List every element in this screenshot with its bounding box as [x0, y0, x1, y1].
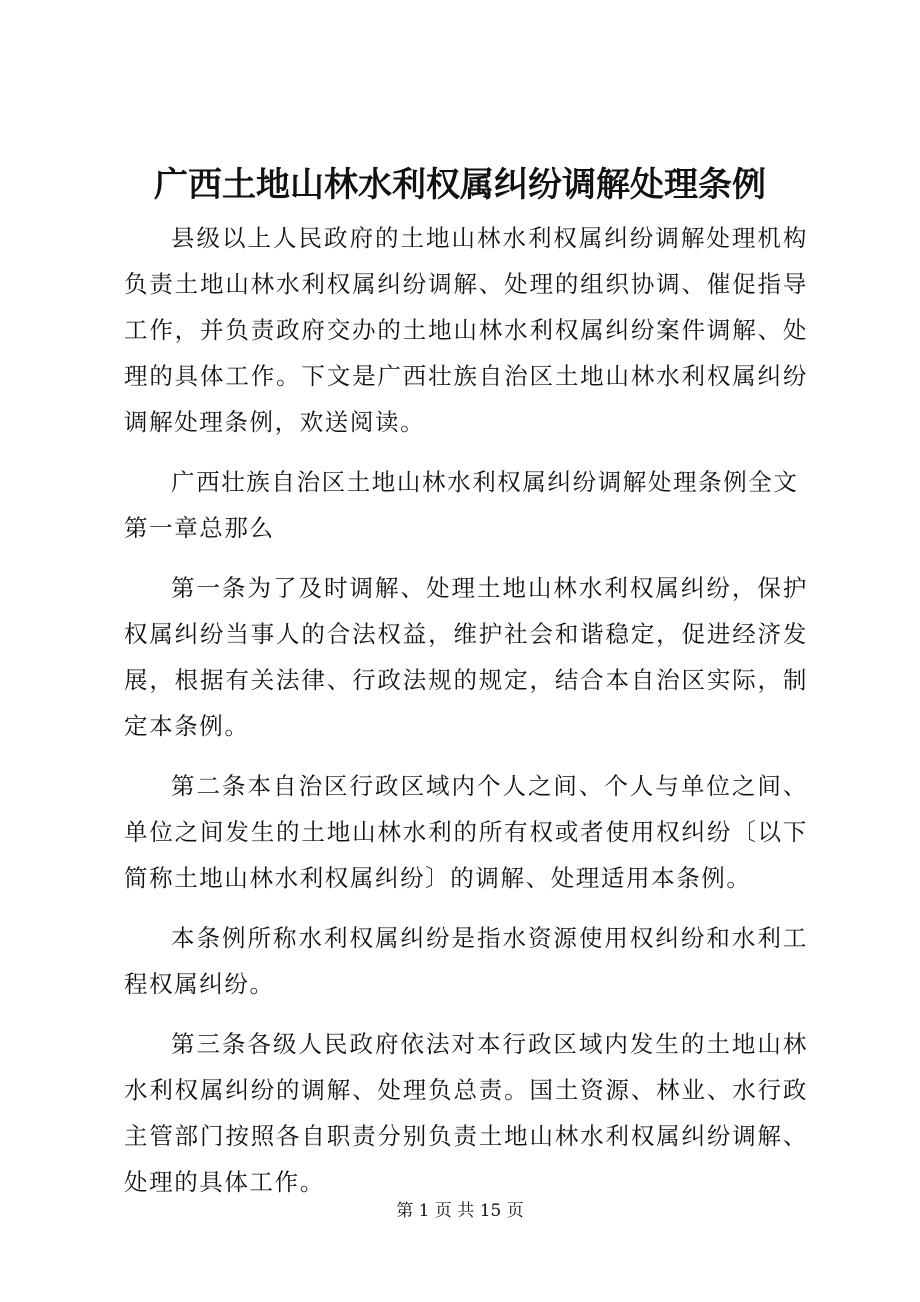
paragraph-intro: 县级以上人民政府的土地山林水利权属纠纷调解处理机构负责土地山林水利权属纠纷调解、处理的组织协调、催促指导工作，并负责政府交办的土地山林水利权属纠纷案件调解、处理的具体工作。下文是广西壮族自治区土地山林水利权属纠纷调解处理条例，欢送阅读。	[124, 224, 808, 436]
document-body	[124, 215, 808, 1219]
paragraph-article-2: 第二条本自治区行政区域内个人之间、个人与单位之间、单位之间发生的土地山林水利的所有权或者使用权纠纷〔以下简称土地山林水利权属纠纷〕的调解、处理适用本条例。	[124, 772, 808, 892]
paragraph-fulltext-heading: 广西壮族自治区土地山林水利权属纠纷调解处理条例全文	[171, 468, 799, 496]
document-title: 广西土地山林水利权属纠纷调解处理条例	[154, 165, 766, 205]
paragraph-water-definition: 本条例所称水利权属纠纷是指水资源使用权纠纷和水利工程权属纠纷。	[124, 924, 808, 998]
paragraph-article-1: 第一条为了及时调解、处理土地山林水利权属纠纷，保护权属纠纷当事人的合法权益，维护社会和谐稳定，促进经济发展，根据有关法律、行政法规的规定，结合本自治区实际，制定本条例。	[124, 574, 808, 740]
paragraph-article-3: 第三条各级人民政府依法对本行政区域内发生的土地山林水利权属纠纷的调解、处理负总责。国土资源、林业、水行政主管部门按照各自职责分别负责土地山林水利权属纠纷调解、处理的具体工作。	[124, 1030, 808, 1196]
page-footer: 第 1 页 共 15 页	[396, 1201, 524, 1221]
chapter-heading: 第一章总那么	[124, 514, 275, 542]
